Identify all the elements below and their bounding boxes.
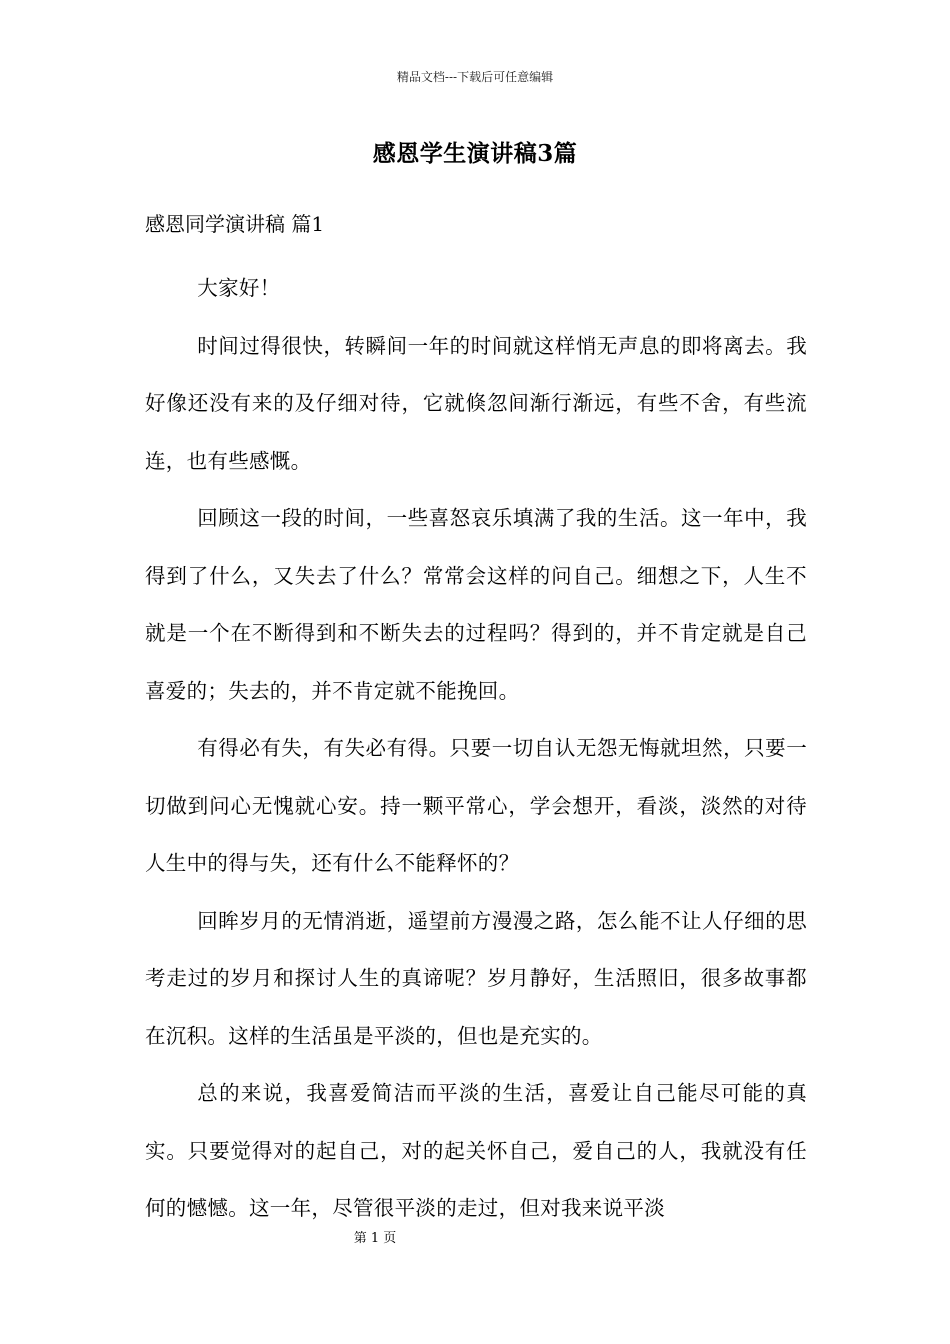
paragraph: 总的来说，我喜爱简洁而平淡的生活，喜爱让自己能尽可能的真实。只要觉得对的起自己，对的起关怀自己，爱自己的人，我就没有任何的憾憾。这一年，尽管很平淡的走过，但对我来说平淡 [145, 1081, 807, 1220]
paragraph: 时间过得很快，转瞬间一年的时间就这样悄无声息的即将离去。我好像还没有来的及仔细对待，它就倏忽间渐行渐远，有些不舍，有些流连，也有些感慨。 [145, 333, 807, 473]
paragraph: 回顾这一段的时间，一些喜怒哀乐填满了我的生活。这一年中，我得到了什么，又失去了什么？常常会这样的问自己。细想之下，人生不就是一个在不断得到和不断失去的过程吗？得到的，并不肯定就是自己喜爱的；失去的，并不肯定就不能挽回。 [145, 506, 807, 703]
section-heading: 感恩同学演讲稿 篇1 [145, 212, 325, 236]
paragraph: 有得必有失，有失必有得。只要一切自认无怨无悔就坦然，只要一切做到问心无愧就心安。持一颗平常心，学会想开，看淡，淡然的对待人生中的得与失，还有什么不能释怀的？ [145, 736, 807, 875]
paragraph: 回眸岁月的无情消逝，遥望前方漫漫之路，怎么能不让人仔细的思考走过的岁月和探讨人生的真谛呢？岁月静好，生活照旧，很多故事都在沉积。这样的生活虽是平淡的，但也是充实的。 [145, 908, 807, 1048]
header-note: 精品文档---下载后可任意编辑 [396, 70, 554, 84]
page-number: 第 1 页 [353, 1231, 397, 1246]
body-text [145, 260, 807, 1238]
document-title: 感恩学生演讲稿3篇 [372, 140, 578, 167]
paragraph-greeting: 大家好！ [197, 276, 281, 300]
